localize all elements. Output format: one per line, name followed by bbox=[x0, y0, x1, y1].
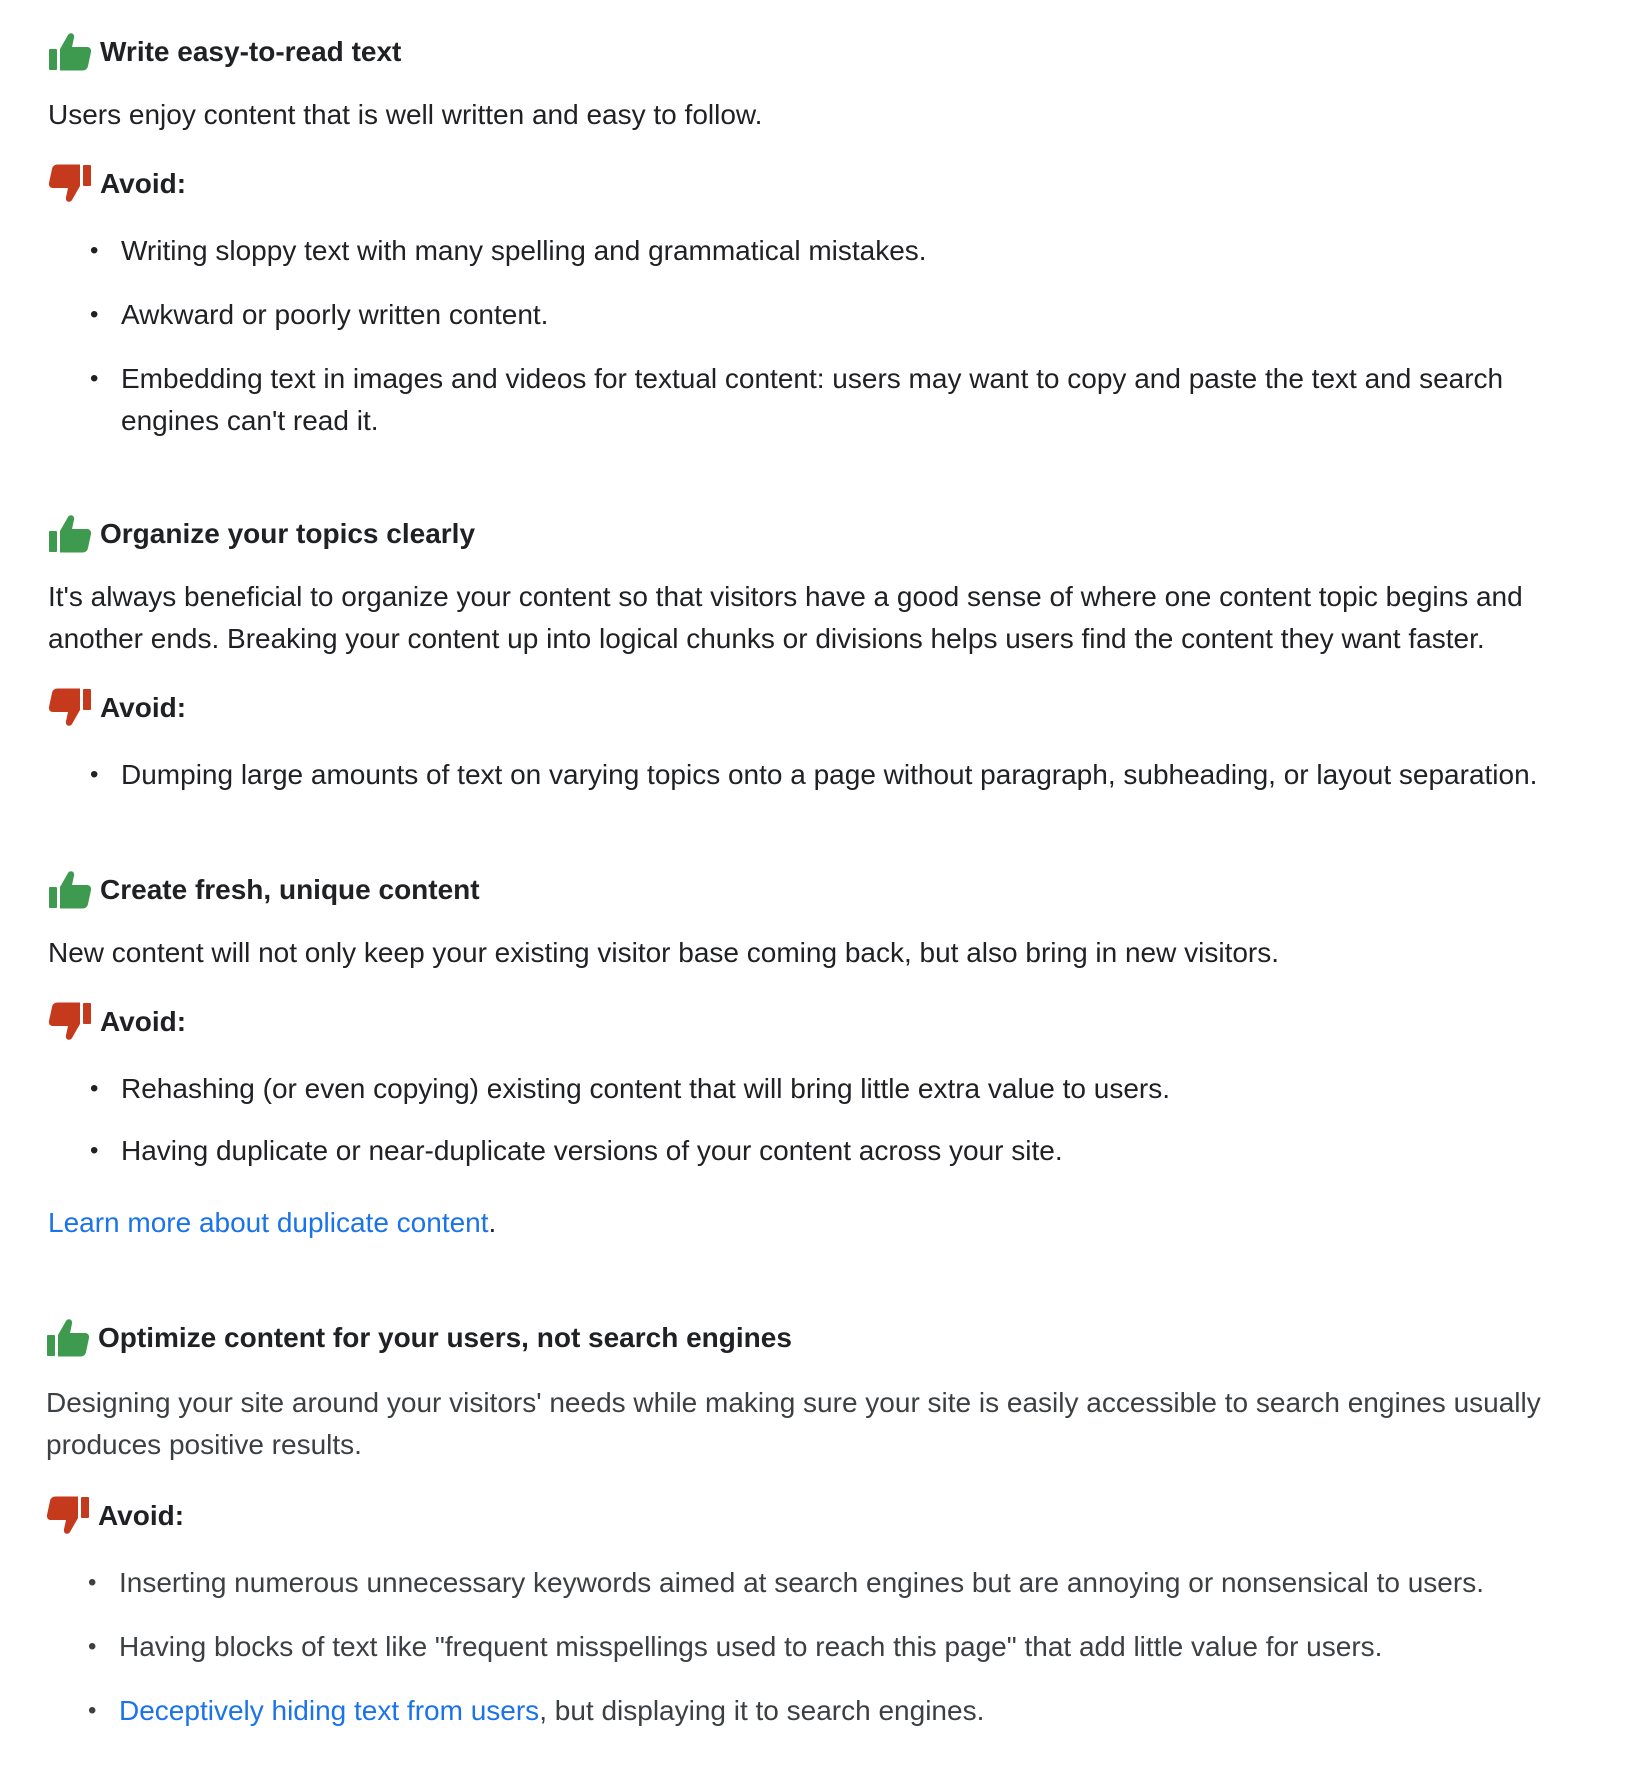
section-organize-topics-clearly bbox=[48, 510, 1588, 796]
section-description: Users enjoy content that is well written and easy to follow. bbox=[48, 99, 763, 130]
bullet: • bbox=[88, 1697, 97, 1724]
section-heading bbox=[46, 1314, 1586, 1362]
list-item-text: Having blocks of text like "frequent misspellings used to reach this page" that add little value for users. bbox=[119, 1631, 1383, 1662]
section-optimize-for-users bbox=[46, 1314, 1586, 1732]
avoid-label: Avoid: bbox=[100, 168, 187, 199]
list-item-text: Writing sloppy text with many spelling and grammatical mistakes. bbox=[121, 235, 927, 266]
section-heading bbox=[48, 866, 1588, 914]
section-title: Organize your topics clearly bbox=[100, 518, 476, 549]
list-item bbox=[48, 358, 1588, 442]
learn-more-duplicate-content-link[interactable]: Learn more about duplicate content bbox=[48, 1207, 489, 1238]
list-item-text: Having duplicate or near-duplicate versions of your content across your site. bbox=[121, 1135, 1063, 1166]
list-item-text: , but displaying it to search engines. bbox=[539, 1695, 985, 1726]
bullet: • bbox=[90, 1075, 99, 1102]
deceptively-hiding-text-link[interactable]: Deceptively hiding text from users bbox=[119, 1695, 540, 1726]
avoid-heading bbox=[48, 998, 1588, 1046]
list-item bbox=[46, 1626, 1586, 1668]
bullet: • bbox=[90, 237, 99, 264]
thumbs-down-icon bbox=[46, 1496, 90, 1536]
list-item-text: Rehashing (or even copying) existing content that will bring little extra value to users. bbox=[121, 1073, 1170, 1104]
thumbs-down-icon bbox=[48, 1002, 92, 1042]
bullet: • bbox=[88, 1633, 97, 1660]
list-item bbox=[48, 1068, 1588, 1110]
section-description: New content will not only keep your existing visitor base coming back, but also bring in new visitors. bbox=[48, 937, 1280, 968]
section-description: Designing your site around your visitors' needs while making sure your site is easily accessible to search engines usually produces positive results. bbox=[46, 1387, 1541, 1460]
thumbs-up-icon bbox=[48, 870, 92, 910]
section-title: Optimize content for your users, not search engines bbox=[98, 1322, 792, 1353]
section-title: Create fresh, unique content bbox=[100, 874, 480, 905]
bullet: • bbox=[90, 1137, 99, 1164]
bullet: • bbox=[88, 1569, 97, 1596]
avoid-heading bbox=[48, 684, 1588, 732]
list-item-text: Awkward or poorly written content. bbox=[121, 299, 549, 330]
avoid-list bbox=[46, 1562, 1586, 1732]
learn-more-suffix: . bbox=[488, 1207, 497, 1238]
avoid-label: Avoid: bbox=[98, 1500, 185, 1531]
section-title: Write easy-to-read text bbox=[100, 36, 402, 67]
bullet: • bbox=[90, 301, 99, 328]
thumbs-up-icon bbox=[48, 32, 92, 72]
avoid-list bbox=[48, 230, 1588, 442]
list-item-text: Embedding text in images and videos for textual content: users may want to copy and paste the text and search engines can't read it. bbox=[121, 363, 1504, 436]
thumbs-down-icon bbox=[48, 688, 92, 728]
list-item bbox=[48, 1130, 1588, 1172]
section-create-fresh-unique-content bbox=[48, 866, 1588, 1244]
section-heading bbox=[48, 28, 1588, 76]
bullet: • bbox=[90, 761, 99, 788]
section-description: It's always beneficial to organize your content so that visitors have a good sense of where one content topic begins and another ends. Breaking your content up into logical chunks or divisions helps users find the content they want faster. bbox=[48, 581, 1523, 654]
section-heading bbox=[48, 510, 1588, 558]
avoid-list bbox=[48, 754, 1588, 796]
thumbs-up-icon bbox=[46, 1318, 90, 1358]
list-item bbox=[48, 294, 1588, 336]
learn-more-paragraph bbox=[48, 1202, 1588, 1244]
thumbs-down-icon bbox=[48, 164, 92, 204]
list-item bbox=[46, 1562, 1586, 1604]
bullet: • bbox=[90, 365, 99, 392]
list-item bbox=[48, 230, 1588, 272]
list-item bbox=[48, 754, 1588, 796]
avoid-heading bbox=[48, 160, 1588, 208]
avoid-heading bbox=[46, 1492, 1586, 1540]
avoid-label: Avoid: bbox=[100, 692, 187, 723]
section-write-easy-to-read-text bbox=[48, 28, 1588, 442]
avoid-label: Avoid: bbox=[100, 1006, 187, 1037]
list-item-text: Inserting numerous unnecessary keywords aimed at search engines but are annoying or nonsensical to users. bbox=[119, 1567, 1484, 1598]
list-item bbox=[46, 1690, 1586, 1732]
list-item-text: Dumping large amounts of text on varying topics onto a page without paragraph, subheading, or layout separation. bbox=[121, 759, 1538, 790]
avoid-list bbox=[48, 1068, 1588, 1172]
thumbs-up-icon bbox=[48, 514, 92, 554]
